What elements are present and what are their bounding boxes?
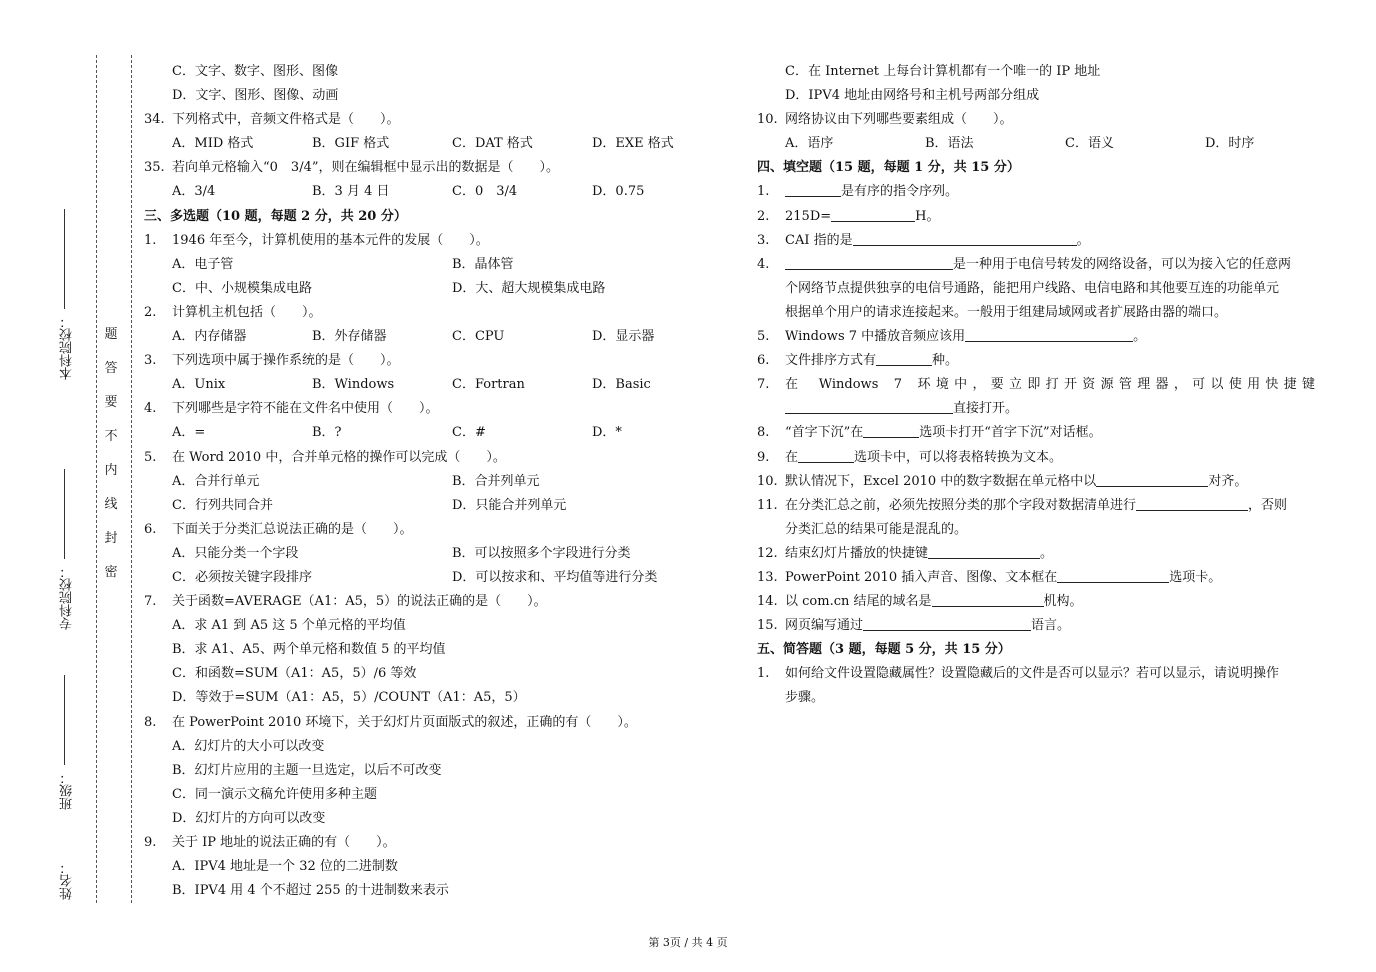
answer-blank[interactable] bbox=[1057, 568, 1169, 583]
question-text: 语言。 bbox=[1031, 618, 1071, 634]
question-text: 。 bbox=[1076, 232, 1090, 248]
question-stem: 如何给文件设置隐藏属性？设置隐藏后的文件是否可以显示？若可以显示，请说明操作 bbox=[785, 666, 1280, 682]
question-number: 10. bbox=[757, 112, 778, 128]
question-text: 选项卡打开“首字下沉”对话框。 bbox=[919, 425, 1102, 441]
question-number: 4. bbox=[144, 401, 157, 417]
option: A．内存储器 bbox=[172, 329, 247, 345]
question-stem: 下列格式中，音频文件格式是（ ）。 bbox=[172, 112, 400, 128]
question-text: 215D= bbox=[785, 208, 832, 224]
option: A．MID 格式 bbox=[172, 136, 254, 152]
seal-char: 内 bbox=[104, 463, 118, 478]
option: D．时序 bbox=[1205, 136, 1255, 152]
question-text: 个网络节点提供独享的电信号通路，能把用户线路、电信电路和其他要互连的功能单元 bbox=[785, 280, 1280, 296]
question-number: 13. bbox=[757, 569, 778, 585]
question-stem: 步骤。 bbox=[785, 690, 825, 706]
option: C．0 3/4 bbox=[452, 184, 518, 200]
answer-blank[interactable] bbox=[965, 327, 1133, 342]
section-4-title: 四、填空题（15 题，每题 1 分，共 15 分） bbox=[757, 160, 1020, 176]
question-text: 文件排序方式有 bbox=[785, 353, 877, 369]
question-text: 是一种用于电信号转发的网络设备，可以为接入它的任意两 bbox=[953, 256, 1292, 272]
question-number: 15. bbox=[757, 618, 778, 634]
option: C．和函数=SUM（A1：A5，5）/6 等效 bbox=[172, 666, 417, 682]
fold-line bbox=[96, 55, 97, 903]
name-field[interactable] bbox=[58, 820, 88, 900]
seal-char: 不 bbox=[104, 429, 118, 444]
junior-college-field[interactable] bbox=[58, 470, 88, 630]
question-text: 是有序的指令序列。 bbox=[841, 184, 959, 200]
multi-question-3 bbox=[144, 349, 724, 373]
question-number: 5. bbox=[757, 329, 770, 345]
question-number: 2. bbox=[757, 208, 770, 224]
question-number: 7. bbox=[144, 594, 157, 610]
question-stem: 若向单元格输入“0 3/4”，则在编辑框中显示出的数据是（ ）。 bbox=[172, 160, 559, 176]
question-number: 3. bbox=[757, 232, 770, 248]
question-text: 默认情况下，Excel 2010 中的数字数据在单元格中以 bbox=[785, 473, 1097, 489]
seal-char: 密 bbox=[104, 565, 118, 580]
answer-blank[interactable] bbox=[863, 423, 919, 438]
option: A．3/4 bbox=[172, 184, 216, 200]
option: B．求 A1、A5、两个单元格和数值 5 的平均值 bbox=[172, 642, 446, 658]
question-text: PowerPoint 2010 插入声音、图像、文本框在 bbox=[785, 569, 1058, 585]
question-text: 。 bbox=[1133, 329, 1147, 345]
question-number: 12. bbox=[757, 545, 778, 561]
seal-warning bbox=[100, 318, 122, 590]
option: A．电子管 bbox=[172, 256, 234, 272]
multi-question-5 bbox=[144, 446, 724, 470]
seal-char: 答 bbox=[104, 361, 118, 376]
undergrad-college-label: 本科院校： bbox=[60, 315, 75, 380]
question-text: Windows 7 中播放音频应该用 bbox=[785, 329, 966, 345]
fill-question-4 bbox=[757, 253, 1317, 277]
answer-blank[interactable] bbox=[831, 207, 915, 222]
option: C．必须按关键字段排序 bbox=[172, 569, 312, 585]
question-text: 结束幻灯片播放的快捷键 bbox=[785, 545, 929, 561]
question-stem: 计算机主机包括（ ）。 bbox=[172, 304, 322, 320]
question-stem: 网络协议由下列哪些要素组成（ ）。 bbox=[785, 112, 1013, 128]
option: B．晶体管 bbox=[452, 256, 514, 272]
fill-question-11 bbox=[757, 494, 1317, 518]
option: D．EXE 格式 bbox=[592, 136, 674, 152]
question-number: 34. bbox=[144, 112, 165, 128]
section-5-title: 五、简答题（3 题，每题 5 分，共 15 分） bbox=[757, 642, 1011, 658]
option: D．* bbox=[592, 425, 622, 441]
question-text: 分类汇总的结果可能是混乱的。 bbox=[785, 521, 968, 537]
option: A．语序 bbox=[785, 136, 834, 152]
question-number: 2. bbox=[144, 304, 157, 320]
short-answer-question-1 bbox=[757, 662, 1317, 686]
question-text: 以 com.cn 结尾的域名是 bbox=[785, 594, 932, 610]
option: B．? bbox=[312, 425, 342, 441]
option: C．# bbox=[452, 425, 486, 441]
option: C．语义 bbox=[1065, 136, 1114, 152]
seal-line bbox=[131, 55, 132, 903]
question-text: 在 bbox=[785, 449, 799, 465]
question-text: 网页编写通过 bbox=[785, 618, 864, 634]
fill-question-9 bbox=[757, 446, 1317, 470]
question-stem: 下面关于分类汇总说法正确的是（ ）。 bbox=[172, 521, 413, 537]
fill-question-1 bbox=[757, 180, 1317, 204]
question-number: 1. bbox=[144, 232, 157, 248]
fill-question-2 bbox=[757, 205, 1317, 229]
seal-char: 要 bbox=[104, 395, 118, 410]
question-text: H。 bbox=[915, 208, 940, 224]
question-number: 9. bbox=[144, 835, 157, 850]
question-number: 35. bbox=[144, 160, 165, 176]
question-text: 选项卡。 bbox=[1169, 569, 1222, 585]
question-stem: 在 PowerPoint 2010 环境下，关于幻灯片页面版式的叙述，正确的有（ ）。 bbox=[172, 714, 637, 730]
question-text: 直接打开。 bbox=[953, 401, 1019, 417]
junior-college-blank[interactable] bbox=[64, 469, 65, 559]
fill-question-15 bbox=[757, 614, 1317, 638]
multi-question-4 bbox=[144, 397, 724, 421]
option: C．文字、数字、图形、图像 bbox=[172, 64, 338, 79]
option: C．行列共同合并 bbox=[172, 497, 273, 513]
question-text: 种。 bbox=[932, 353, 959, 369]
seal-char: 线 bbox=[104, 497, 118, 512]
question-stem: 下列哪些是字符不能在文件名中使用（ ）。 bbox=[172, 401, 439, 417]
class-blank[interactable] bbox=[64, 675, 65, 765]
section-3-title: 三、多选题（10 题，每题 2 分，共 20 分） bbox=[144, 208, 407, 224]
fill-question-14 bbox=[757, 590, 1317, 614]
question-text: 在分类汇总之前，必须先按照分类的那个字段对数据清单进行 bbox=[785, 497, 1137, 513]
answer-blank[interactable] bbox=[798, 448, 854, 463]
question-text: CAI 指的是 bbox=[785, 232, 853, 248]
question-stem: 1946 年至今，计算机使用的基本元件的发展（ ）。 bbox=[172, 232, 489, 248]
question-text: 在 Windows 7 环境中，要立即打开资源管理器，可以使用快捷键 bbox=[785, 377, 1315, 393]
question-stem: 下列选项中属于操作系统的是（ ）。 bbox=[172, 353, 400, 369]
answer-blank[interactable] bbox=[785, 399, 953, 414]
multi-question-2 bbox=[144, 301, 724, 325]
question-number: 8. bbox=[757, 425, 770, 441]
option: D．只能合并列单元 bbox=[452, 497, 567, 513]
multi-question-10 bbox=[757, 108, 1317, 132]
option: C．中、小规模集成电路 bbox=[172, 280, 312, 296]
answer-blank[interactable] bbox=[785, 255, 953, 270]
multi-question-1 bbox=[144, 229, 724, 253]
seal-char: 题 bbox=[104, 327, 118, 342]
question-35 bbox=[144, 156, 724, 180]
question-number: 1. bbox=[757, 184, 770, 200]
option: D．幻灯片的方向可以改变 bbox=[172, 810, 326, 826]
right-column bbox=[757, 60, 1317, 711]
question-text: 根据单个用户的请求连接起来。一般用于组建局域网或者扩展路由器的端口。 bbox=[785, 304, 1228, 320]
option: D．IPV4 地址由网络号和主机号两部分组成 bbox=[785, 88, 1040, 104]
option: D．显示器 bbox=[592, 329, 655, 345]
fill-question-10 bbox=[757, 470, 1317, 494]
answer-blank[interactable] bbox=[863, 616, 1031, 631]
fill-question-12 bbox=[757, 542, 1317, 566]
option: C．Fortran bbox=[452, 377, 525, 393]
question-number: 14. bbox=[757, 594, 778, 610]
seal-char: 封 bbox=[104, 531, 118, 546]
option: A．Unix bbox=[172, 377, 226, 393]
fill-question-13 bbox=[757, 566, 1317, 590]
option: C．在 Internet 上每台计算机都有一个唯一的 IP 地址 bbox=[785, 64, 1101, 79]
option: B．Windows bbox=[312, 377, 395, 393]
answer-blank[interactable] bbox=[928, 544, 1040, 559]
option: C．DAT 格式 bbox=[452, 136, 533, 152]
question-text: 机构。 bbox=[1043, 594, 1083, 610]
question-number: 1. bbox=[757, 666, 770, 682]
multi-question-8 bbox=[144, 711, 724, 735]
fill-question-5 bbox=[757, 325, 1317, 349]
left-column bbox=[144, 60, 724, 903]
name-label: 姓名： bbox=[60, 861, 75, 900]
question-number: 9. bbox=[757, 449, 770, 465]
page-footer: 第 3页 / 共 4 页 bbox=[648, 936, 728, 949]
option: B．外存储器 bbox=[312, 329, 387, 345]
multi-question-9 bbox=[144, 831, 724, 855]
fill-question-6 bbox=[757, 349, 1317, 373]
question-text: 选项卡中，可以将表格转换为文本。 bbox=[854, 449, 1063, 465]
option: C．CPU bbox=[452, 329, 505, 345]
question-number: 4. bbox=[757, 256, 770, 272]
question-text: 。 bbox=[1040, 545, 1054, 561]
option: D．等效于=SUM（A1：A5，5）/COUNT（A1：A5，5） bbox=[172, 690, 526, 706]
option: D．可以按求和、平均值等进行分类 bbox=[452, 569, 658, 585]
answer-blank[interactable] bbox=[1096, 472, 1208, 487]
question-text: ，否则 bbox=[1248, 497, 1288, 513]
fill-question-8 bbox=[757, 421, 1317, 445]
question-number: 10. bbox=[757, 473, 778, 489]
class-field[interactable] bbox=[58, 640, 88, 810]
answer-blank[interactable] bbox=[785, 182, 841, 197]
question-number: 6. bbox=[757, 353, 770, 369]
option: D．文字、图形、图像、动画 bbox=[172, 88, 339, 104]
undergrad-college-field[interactable] bbox=[58, 170, 88, 380]
question-stem: 关于 IP 地址的说法正确的有（ ）。 bbox=[172, 835, 396, 850]
answer-blank[interactable] bbox=[853, 231, 1077, 246]
fill-question-7 bbox=[757, 373, 1317, 397]
option: B．幻灯片应用的主题一旦选定，以后不可改变 bbox=[172, 762, 442, 778]
question-34 bbox=[144, 108, 724, 132]
option: A．= bbox=[172, 425, 206, 441]
question-number: 3. bbox=[144, 353, 157, 369]
option: D．0.75 bbox=[592, 184, 645, 200]
option: D．Basic bbox=[592, 377, 651, 393]
option: B．IPV4 用 4 个不超过 255 的十进制数来表示 bbox=[172, 883, 449, 899]
option: A．幻灯片的大小可以改变 bbox=[172, 738, 325, 754]
option: B．3 月 4 日 bbox=[312, 184, 390, 200]
option: A．只能分类一个字段 bbox=[172, 545, 299, 561]
option: B．合并列单元 bbox=[452, 473, 540, 489]
question-number: 11. bbox=[757, 497, 778, 513]
class-label: 班级： bbox=[60, 771, 75, 810]
multi-question-6 bbox=[144, 518, 724, 542]
option: A．求 A1 到 A5 这 5 个单元格的平均值 bbox=[172, 618, 406, 634]
question-text: 对齐。 bbox=[1208, 473, 1248, 489]
answer-blank[interactable] bbox=[932, 592, 1044, 607]
option: A．IPV4 地址是一个 32 位的二进制数 bbox=[172, 859, 398, 875]
option: C．同一演示文稿允许使用多种主题 bbox=[172, 786, 377, 802]
option: B．可以按照多个字段进行分类 bbox=[452, 545, 631, 561]
option: D．大、超大规模集成电路 bbox=[452, 280, 606, 296]
option: B．GIF 格式 bbox=[312, 136, 390, 152]
question-stem: 在 Word 2010 中，合并单元格的操作可以完成（ ）。 bbox=[172, 449, 506, 465]
answer-blank[interactable] bbox=[1136, 496, 1248, 511]
binding-margin bbox=[0, 0, 140, 972]
option: A．合并行单元 bbox=[172, 473, 260, 489]
multi-question-7 bbox=[144, 590, 724, 614]
option: B．语法 bbox=[925, 136, 974, 152]
fill-question-3 bbox=[757, 229, 1317, 253]
question-number: 5. bbox=[144, 449, 157, 465]
question-number: 7. bbox=[757, 377, 770, 393]
junior-college-label: 专科院校： bbox=[60, 565, 75, 630]
question-stem: 关于函数=AVERAGE（A1：A5，5）的说法正确的是（ ）。 bbox=[172, 594, 547, 610]
question-text: “首字下沉”在 bbox=[785, 425, 864, 441]
question-number: 8. bbox=[144, 714, 157, 730]
undergrad-college-blank[interactable] bbox=[64, 209, 65, 309]
question-number: 6. bbox=[144, 521, 157, 537]
answer-blank[interactable] bbox=[876, 351, 932, 366]
